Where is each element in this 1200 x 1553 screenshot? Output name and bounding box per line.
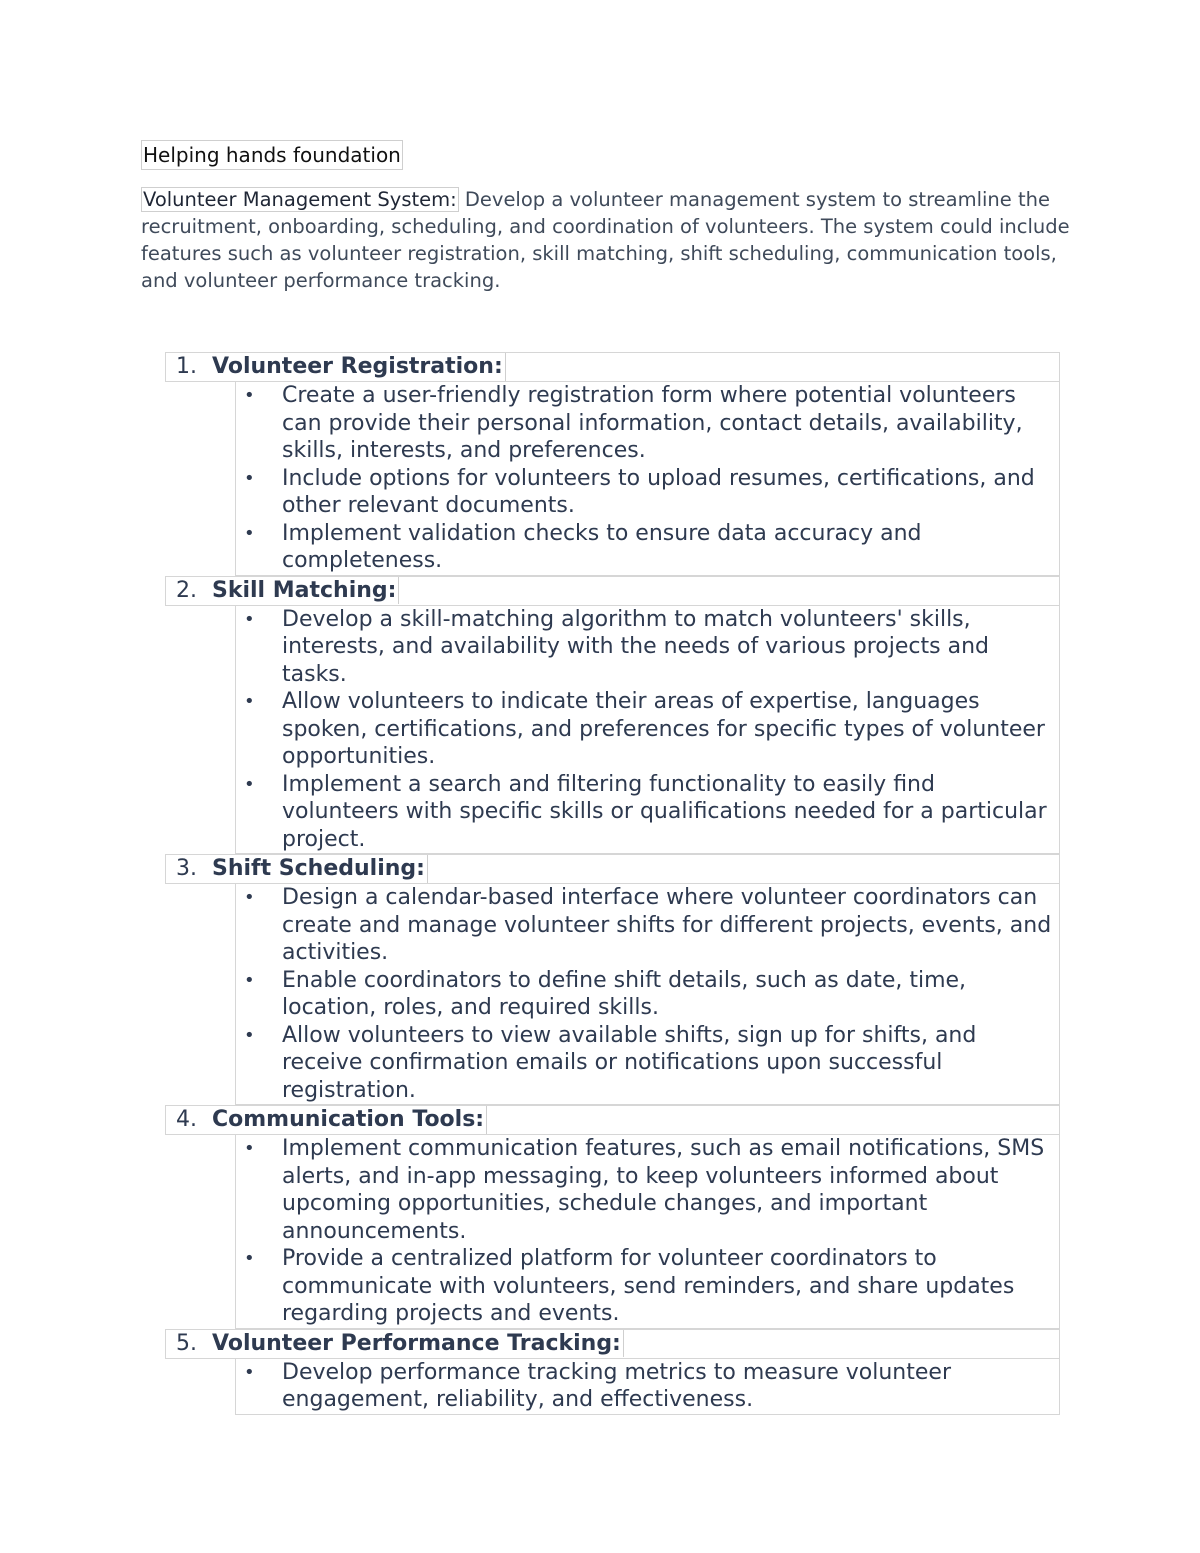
section-bullets: [235, 884, 1060, 1105]
bullet-icon: •: [244, 385, 255, 406]
bullet-item: [236, 1359, 1059, 1414]
bullet-text: Allow volunteers to view available shifts, sign up for shifts, and receive confirmation emails or notifications upon successful registration.: [282, 1022, 977, 1103]
bullet-icon: •: [244, 467, 255, 489]
bullet-icon: •: [244, 691, 255, 712]
bullet-text: Include options for volunteers to upload resumes, certifications, and other relevant documents.: [282, 465, 1035, 518]
intro-text: Develop a volunteer management system to streamline the recruitment, onboarding, scheduling, and coordination of volunteers. The system could include features such as volunteer registration, skill matching, shift scheduling, communication tools, and volunteer performance tracking.: [141, 188, 1070, 292]
section-title: Shift Scheduling:: [212, 855, 428, 883]
bullet-item: [236, 771, 1059, 854]
bullet-text: Allow volunteers to indicate their areas of expertise, languages spoken, certifications, and preferences for specific types of volunteer opportunities.: [282, 689, 1045, 769]
bullet-text: Design a calendar-based interface where volunteer coordinators can create and manage volunteer shifts for different projects, events, and activities.: [282, 885, 1052, 965]
bullet-text: Provide a centralized platform for volunteer coordinators to communicate with volunteers, send reminders, and share updates regarding projects and events.: [282, 1246, 1015, 1326]
section-number: 5.: [176, 1330, 197, 1356]
section-number: 3.: [176, 856, 197, 881]
bullet-text: Develop a skill-matching algorithm to match volunteers' skills, interests, and availability with the needs of various projects and tasks.: [282, 606, 989, 687]
bullet-icon: •: [244, 773, 255, 795]
bullet-text: Create a user-friendly registration form where potential volunteers can provide their personal information, contact details, availability, skills, interests, and preferences.: [282, 383, 1023, 463]
section-bullets: [235, 1359, 1060, 1415]
bullet-item: [236, 465, 1059, 520]
section-title: Volunteer Performance Tracking:: [212, 1330, 624, 1358]
bullet-text: Enable coordinators to define shift details, such as date, time, location, roles, and required skills.: [282, 967, 967, 1020]
bullet-icon: •: [244, 1248, 255, 1269]
section-bullets: [235, 1135, 1060, 1329]
bullet-icon: •: [244, 887, 255, 908]
page-title: Helping hands foundation: [141, 140, 403, 170]
bullet-item: [236, 688, 1059, 771]
section-bullets: [235, 606, 1060, 855]
bullet-item: [236, 382, 1059, 465]
section-heading: [165, 1329, 1060, 1359]
bullet-item: [236, 967, 1059, 1022]
bullet-text: Implement a search and filtering functionality to easily find volunteers with specific skills or qualifications needed for a particular project.: [282, 771, 1047, 852]
bullet-icon: •: [244, 1138, 255, 1159]
intro-paragraph: [141, 186, 1071, 294]
bullet-icon: •: [244, 522, 255, 544]
section-number: 4.: [176, 1107, 197, 1132]
feature-outline: [165, 352, 1060, 1415]
bullet-item: [236, 884, 1059, 967]
bullet-item: [236, 1245, 1059, 1328]
bullet-text: Develop performance tracking metrics to measure volunteer engagement, reliability, and effectiveness.: [282, 1359, 951, 1412]
bullet-icon: •: [244, 969, 255, 991]
section-heading: [165, 854, 1060, 884]
bullet-text: Implement validation checks to ensure data accuracy and completeness.: [282, 520, 922, 573]
section-number: 2.: [176, 577, 197, 603]
bullet-text: Implement communication features, such as email notifications, SMS alerts, and in-app messaging, to keep volunteers informed about upcoming opportunities, schedule changes, and important announcements.: [282, 1136, 1045, 1244]
bullet-icon: •: [244, 1024, 255, 1046]
bullet-icon: •: [244, 608, 255, 630]
section-heading: [165, 1105, 1060, 1135]
section-title: Volunteer Registration:: [212, 353, 506, 381]
intro-lead: Volunteer Management System:: [143, 188, 457, 211]
bullet-item: [236, 520, 1059, 575]
section-bullets: [235, 382, 1060, 576]
section-title: Skill Matching:: [212, 577, 399, 605]
bullet-item: [236, 1022, 1059, 1105]
section-heading: [165, 352, 1060, 382]
section-heading: [165, 576, 1060, 606]
section-title: Communication Tools:: [212, 1106, 487, 1134]
section-number: 1.: [176, 354, 197, 379]
bullet-icon: •: [244, 1361, 255, 1383]
bullet-item: [236, 1135, 1059, 1245]
bullet-item: [236, 606, 1059, 689]
